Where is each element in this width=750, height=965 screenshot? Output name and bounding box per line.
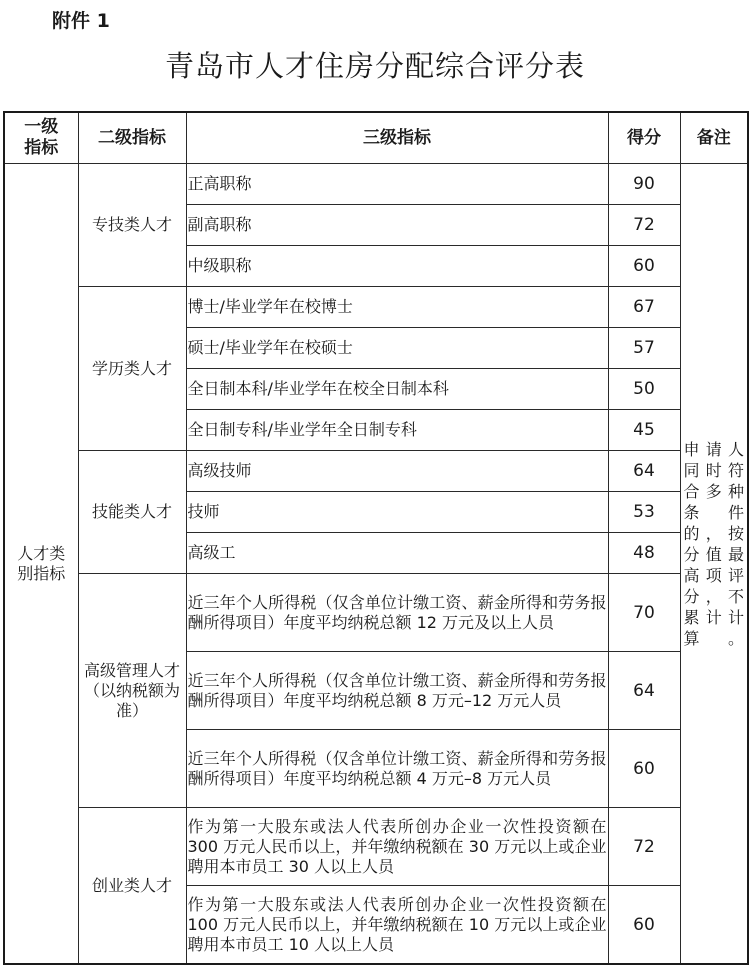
score-cell: 60 bbox=[608, 886, 680, 965]
group-name-cell: 专技类人才 bbox=[78, 164, 186, 287]
item-cell: 中级职称 bbox=[186, 246, 608, 287]
item-cell: 正高职称 bbox=[186, 164, 608, 205]
score-cell: 72 bbox=[608, 205, 680, 246]
scoring-table bbox=[3, 111, 749, 965]
header-remark: 备注 bbox=[680, 112, 748, 164]
item-cell: 近三年个人所得税（仅含单位计缴工资、薪金所得和劳务报酬所得项目）年度平均纳税总额 12 万元及以上人员 bbox=[186, 574, 608, 652]
table-row bbox=[4, 808, 748, 886]
score-cell: 90 bbox=[608, 164, 680, 205]
item-cell: 博士/毕业学年在校博士 bbox=[186, 287, 608, 328]
remark-cell: 申请人同时符合多种条件的，按分值最高项评分，不累计计算。 bbox=[680, 164, 748, 965]
item-cell: 近三年个人所得税（仅含单位计缴工资、薪金所得和劳务报酬所得项目）年度平均纳税总额 4 万元–8 万元人员 bbox=[186, 730, 608, 808]
score-cell: 60 bbox=[608, 246, 680, 287]
table-header-row bbox=[4, 112, 748, 164]
header-score: 得分 bbox=[608, 112, 680, 164]
score-cell: 45 bbox=[608, 410, 680, 451]
item-cell: 近三年个人所得税（仅含单位计缴工资、薪金所得和劳务报酬所得项目）年度平均纳税总额 8 万元–12 万元人员 bbox=[186, 652, 608, 730]
attachment-label: 附件 1 bbox=[52, 10, 110, 32]
score-cell: 48 bbox=[608, 533, 680, 574]
header-level1: 一级指标 bbox=[4, 112, 78, 164]
item-cell: 副高职称 bbox=[186, 205, 608, 246]
score-cell: 57 bbox=[608, 328, 680, 369]
header-level2: 二级指标 bbox=[78, 112, 186, 164]
table-row bbox=[4, 287, 748, 328]
item-cell: 技师 bbox=[186, 492, 608, 533]
table-row bbox=[4, 574, 748, 652]
group-name-cell: 创业类人才 bbox=[78, 808, 186, 965]
item-cell: 高级技师 bbox=[186, 451, 608, 492]
item-cell: 全日制专科/毕业学年全日制专科 bbox=[186, 410, 608, 451]
page-title: 青岛市人才住房分配综合评分表 bbox=[164, 49, 585, 83]
table-row bbox=[4, 451, 748, 492]
table-row bbox=[4, 164, 748, 205]
item-cell: 高级工 bbox=[186, 533, 608, 574]
level1-cell: 人才类别指标 bbox=[4, 164, 78, 965]
header-level3: 三级指标 bbox=[186, 112, 608, 164]
score-cell: 60 bbox=[608, 730, 680, 808]
score-cell: 72 bbox=[608, 808, 680, 886]
score-cell: 53 bbox=[608, 492, 680, 533]
group-name-cell: 技能类人才 bbox=[78, 451, 186, 574]
item-cell: 全日制本科/毕业学年在校全日制本科 bbox=[186, 369, 608, 410]
item-cell: 作为第一大股东或法人代表所创办企业一次性投资额在 300 万元人民币以上，并年缴纳税额在 30 万元以上或企业聘用本市员工 30 人以上人员 bbox=[186, 808, 608, 886]
score-cell: 64 bbox=[608, 451, 680, 492]
score-cell: 70 bbox=[608, 574, 680, 652]
item-cell: 作为第一大股东或法人代表所创办企业一次性投资额在 100 万元人民币以上，并年缴纳税额在 10 万元以上或企业聘用本市员工 10 人以上人员 bbox=[186, 886, 608, 965]
score-cell: 64 bbox=[608, 652, 680, 730]
score-cell: 67 bbox=[608, 287, 680, 328]
group-name-cell: 高级管理人才（以纳税额为准） bbox=[78, 574, 186, 808]
score-cell: 50 bbox=[608, 369, 680, 410]
item-cell: 硕士/毕业学年在校硕士 bbox=[186, 328, 608, 369]
group-name-cell: 学历类人才 bbox=[78, 287, 186, 451]
